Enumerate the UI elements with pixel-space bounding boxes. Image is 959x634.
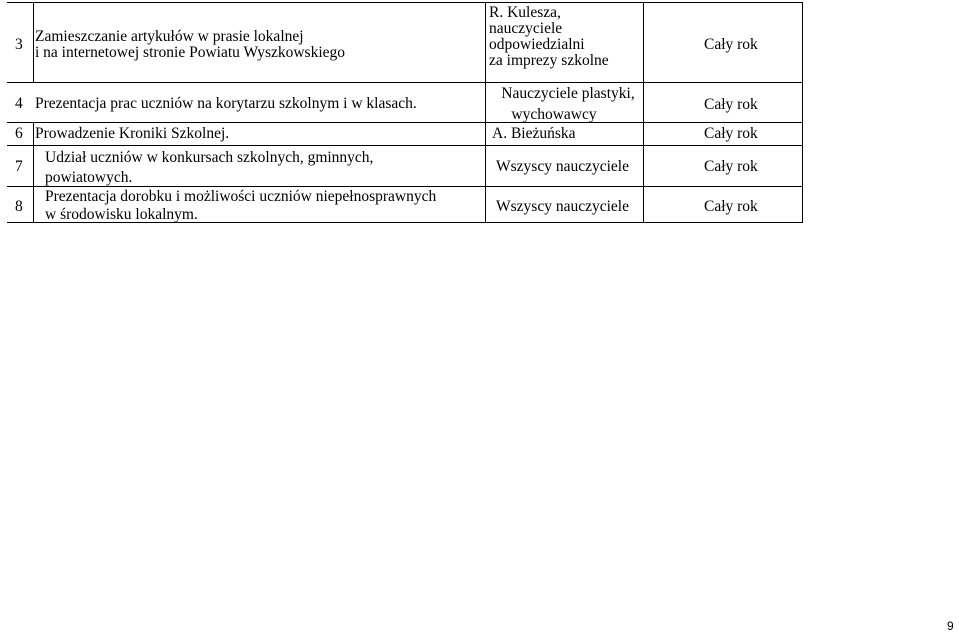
task-line: Prowadzenie Kroniki Szkolnej. [35,125,230,142]
task-description [45,189,436,223]
task-line: w środowisku lokalnym. [45,206,198,223]
table-row [7,82,803,122]
row-number: 7 [15,158,23,175]
responsible-line: wychowawcy [511,106,597,123]
responsible-line: za imprezy szkolne [489,52,609,69]
responsible-persons [489,86,647,123]
time-frame: Cały rok [704,198,758,215]
task-line: Zamieszczanie artykułów w prasie lokalnej [35,28,304,45]
responsible-line: Wszyscy nauczyciele [496,158,629,175]
table-row [7,2,803,82]
time-frame: Cały rok [704,158,758,175]
page-number: 9 [947,619,954,633]
time-frame: Cały rok [704,125,758,142]
time-frame: Cały rok [704,96,758,113]
task-description [35,126,229,142]
task-line: i na internetowej stronie Powiatu Wyszkowskiego [35,44,346,61]
task-description [35,96,417,112]
responsible-line: nauczyciele [489,20,563,37]
table-row [7,122,803,145]
task-description [45,150,373,186]
responsible-line: R. Kulesza, [489,4,561,21]
responsible-line: Wszyscy nauczyciele [496,198,629,215]
responsible-line: odpowiedzialni [489,36,585,53]
responsible-line: Nauczyciele plastyki, [501,85,635,102]
task-line: Udział uczniów w konkursach szkolnych, gminnych, [45,149,374,166]
responsible-line: A. Bieżuńska [492,125,576,142]
time-frame: Cały rok [704,36,758,53]
responsible-persons [496,199,629,215]
row-number: 8 [15,198,23,215]
responsible-persons [489,5,609,69]
task-line: Prezentacja dorobku i możliwości uczniów niepełnosprawnych [45,188,437,205]
responsible-persons [496,159,629,175]
table-row [7,186,803,223]
task-description [35,29,345,61]
row-number: 6 [15,125,23,142]
row-number: 4 [15,95,23,112]
table-row [7,145,803,186]
responsible-persons [492,126,576,142]
task-line: Prezentacja prac uczniów na korytarzu szkolnym i w klasach. [35,95,417,112]
task-line: powiatowych. [45,169,133,186]
row-number: 3 [15,36,23,53]
